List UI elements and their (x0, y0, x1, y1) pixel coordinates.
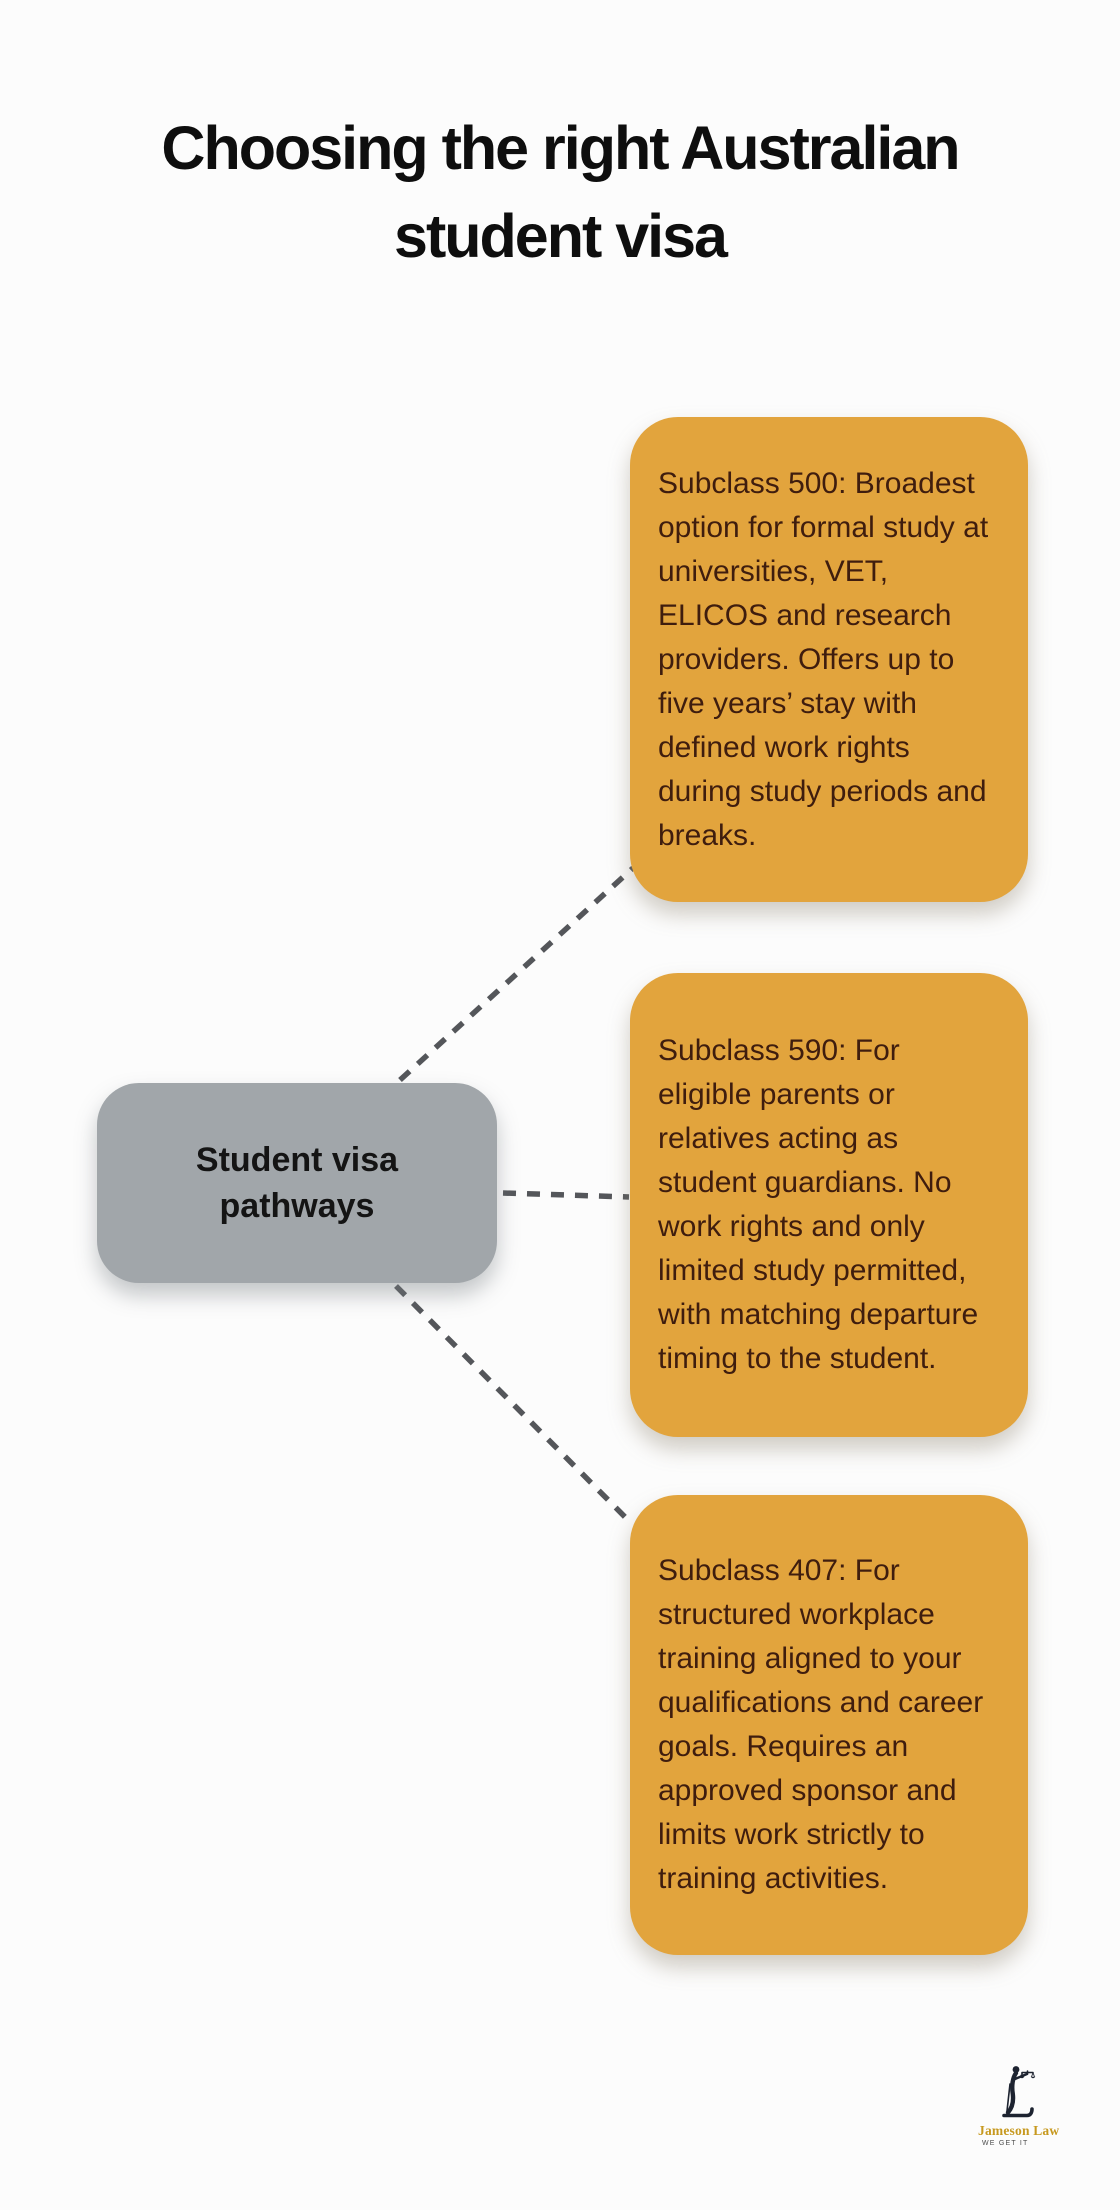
root-node-label: Student visa pathways (195, 1141, 399, 1225)
visa-card-subclass-407 (630, 1495, 1028, 1955)
brand-tagline: WE GET IT (982, 2140, 1029, 2147)
visa-card-text: Subclass 500: Broadest option for formal study at universities, VET, ELICOS and research providers. Offers up to five years’ stay with defined work rights during study periods and breaks. (658, 466, 989, 852)
visa-card-subclass-500 (630, 417, 1028, 902)
brand-logo (978, 2064, 1058, 2147)
visa-card-text: Subclass 407: For structured workplace training aligned to your qualifications and career goals. Requires an approved sponsor and limits work strictly to training activities. (658, 1554, 984, 1895)
brand-name: Jameson Law (978, 2123, 1060, 2138)
root-node-student-visa-pathways (97, 1083, 497, 1283)
connector-line-top (400, 868, 633, 1080)
visa-card-subclass-590 (630, 973, 1028, 1437)
connector-line-bottom (396, 1286, 632, 1524)
page-title: Choosing the right Australian student visa (161, 114, 959, 270)
connector-line-middle (503, 1193, 629, 1197)
visa-card-text: Subclass 590: For eligible parents or relatives acting as student guardians. No work rights and only limited study permitted, with matching departure timing to the student. (658, 1034, 979, 1375)
lady-justice-icon (997, 2064, 1039, 2120)
